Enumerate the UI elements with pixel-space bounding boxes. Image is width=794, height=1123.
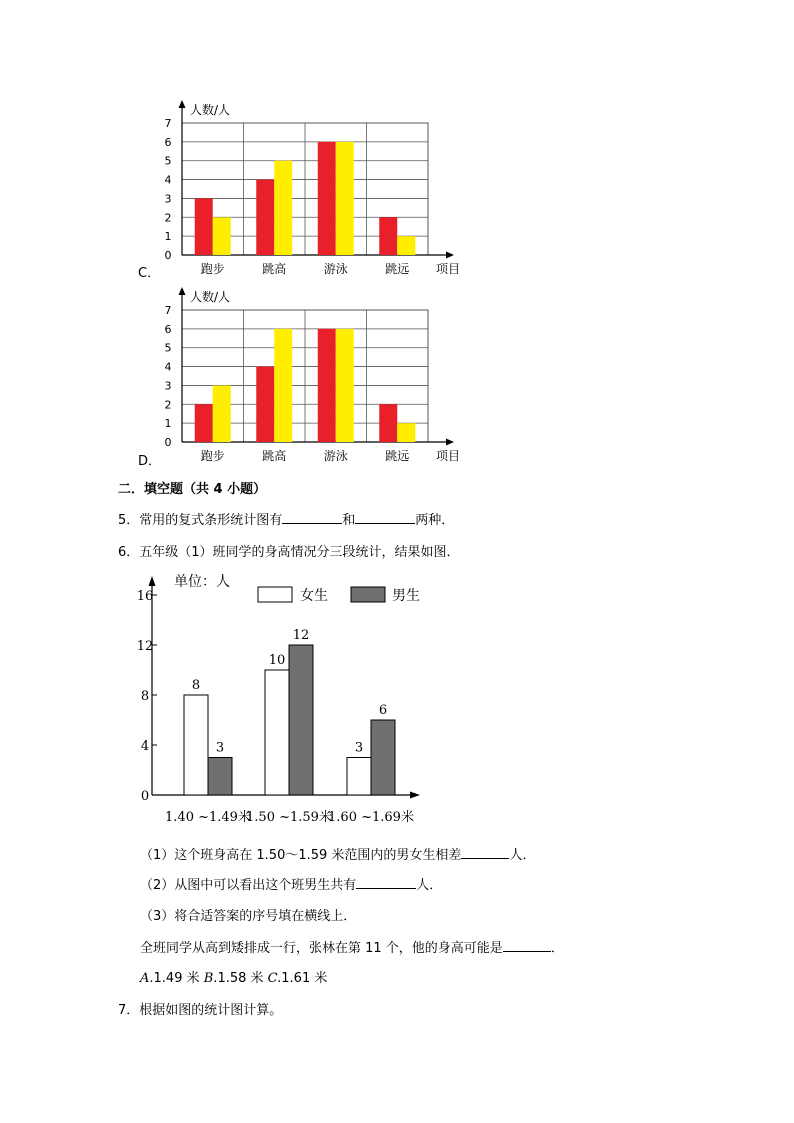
q5-suffix: 两种． [415,513,455,528]
y-axis-label: 人数/人 [190,290,231,304]
y-tick-label: 5 [164,154,172,168]
x-tick-label: 1.40 ~1.49米 [165,810,251,825]
option-b-letter: B. [203,971,218,986]
q6-sub1-suffix: 人． [509,848,536,863]
q6-sub3-question-text: 全班同学从高到矮排成一行，张林在第 11 个，他的身高可能是 [140,941,503,956]
bar-跳远-yellow [397,423,415,442]
y-tick-label: 16 [136,589,154,604]
bar-跳远-yellow [397,236,415,255]
x-tick-label: 跳远 [385,262,410,276]
chart-option-d [150,285,470,470]
question-7: 7．根据如图的统计图计算。 [118,1003,283,1018]
y-tick-label: 2 [164,398,172,412]
y-axis-arrow [179,287,186,295]
bar-女生-2 [347,758,371,796]
q6-sub1 [140,844,535,863]
legend-boy-swatch [351,587,385,602]
option-d-label: D． [138,454,162,469]
x-tick-label: 跳远 [385,449,410,463]
x-tick-label: 跳高 [262,449,287,463]
bar-value-label: 6 [378,703,388,718]
bar-跳高-red [256,367,274,442]
bar-跳远-red [379,404,397,442]
x-axis-arrow [446,252,454,259]
unit-label: 单位：人 [174,574,230,590]
q5-blank-2[interactable] [355,509,415,524]
y-axis-label: 人数/人 [190,103,231,117]
question-5 [118,509,454,528]
bar-跳高-yellow [274,161,292,255]
x-tick-label: 跳高 [262,262,287,276]
y-tick-label: 5 [164,341,172,355]
y-tick-label: 7 [164,117,172,130]
legend-boy-label: 男生 [392,588,420,604]
q6-sub2-suffix: 人． [416,878,443,893]
y-tick-label: 3 [164,379,172,393]
x-tick-label: 跑步 [200,449,225,463]
y-axis-arrow [149,576,156,586]
y-tick-label: 12 [136,639,154,654]
q6-sub3-blank[interactable] [503,937,551,952]
q5-mid: 和 [342,513,356,528]
bar-游泳-red [318,329,336,442]
bar-value-label: 8 [191,678,201,693]
option-a: 1.49 米 [153,971,200,986]
bar-跳远-red [379,217,397,255]
q6-options [140,967,327,986]
section-title: 二．填空题（共 4 小题） [118,482,267,497]
bar-跑步-yellow [213,385,231,442]
x-tick-label: 1.50 ~1.59米 [246,810,332,825]
y-tick-label: 4 [164,173,172,187]
option-c: 1.61 米 [281,971,328,986]
y-tick-label: 4 [140,739,150,754]
x-axis-label: 项目 [435,449,461,463]
y-tick-label: 2 [164,211,172,225]
y-tick-label: 0 [164,249,172,262]
bar-value-label: 12 [292,628,310,643]
bar-跑步-red [195,404,213,442]
bar-跑步-yellow [213,217,231,255]
bar-男生-0 [208,758,232,796]
x-axis-arrow [446,439,454,446]
bar-男生-2 [371,720,395,795]
bar-跳高-yellow [274,329,292,442]
q6-sub3-question [140,937,564,956]
q6-sub3: （3）将合适答案的序号填在横线上． [140,909,357,924]
option-a-letter: A. [140,971,154,986]
option-c-label: C． [138,266,161,281]
legend-girl-swatch [258,587,292,602]
x-tick-label: 游泳 [323,449,348,463]
bar-value-label: 10 [268,653,286,668]
y-tick-label: 0 [164,436,172,449]
y-tick-label: 1 [164,417,172,431]
y-axis-arrow [179,100,186,108]
x-tick-label: 游泳 [323,262,348,276]
bar-value-label: 3 [215,740,225,756]
y-tick-label: 1 [164,230,172,244]
y-tick-label: 6 [164,135,172,149]
y-tick-label: 8 [140,689,150,704]
q6-sub1-text: （1）这个班身高在 1.50～1.59 米范围内的男女生相差 [140,848,462,863]
x-axis-label: 项目 [435,262,461,276]
y-tick-label: 3 [164,192,172,206]
option-c-letter: C. [267,971,282,986]
y-tick-label: 7 [164,304,172,317]
chart-height-distribution [130,566,440,836]
question-6: 6．五年级（1）班同学的身高情况分三段统计，结果如图． [118,545,460,560]
bar-跑步-red [195,198,213,255]
q6-sub2 [140,874,442,893]
q6-sub2-text: （2）从图中可以看出这个班男生共有 [140,878,357,893]
bar-男生-1 [289,645,313,795]
q5-prefix: 5．常用的复式条形统计图有 [118,513,283,528]
chart-option-c [150,98,470,283]
bar-游泳-yellow [336,329,354,442]
bar-游泳-yellow [336,142,354,255]
bar-游泳-red [318,142,336,255]
y-tick-label: 4 [164,360,172,374]
bar-女生-1 [265,670,289,795]
q5-blank-1[interactable] [282,509,342,524]
legend-girl-label: 女生 [300,588,328,604]
x-tick-label: 跑步 [200,262,225,276]
q6-sub1-blank[interactable] [461,844,509,859]
bar-跳高-red [256,180,274,255]
q6-sub2-blank[interactable] [356,874,416,889]
y-tick-label: 0 [140,789,150,804]
q6-sub3-question-suffix: ． [550,941,564,956]
bar-女生-0 [184,695,208,795]
x-axis-arrow [410,792,420,799]
option-b: 1.58 米 [217,971,264,986]
x-tick-label: 1.60 ~1.69米 [328,810,414,825]
bar-value-label: 3 [354,740,364,756]
y-tick-label: 6 [164,322,172,336]
